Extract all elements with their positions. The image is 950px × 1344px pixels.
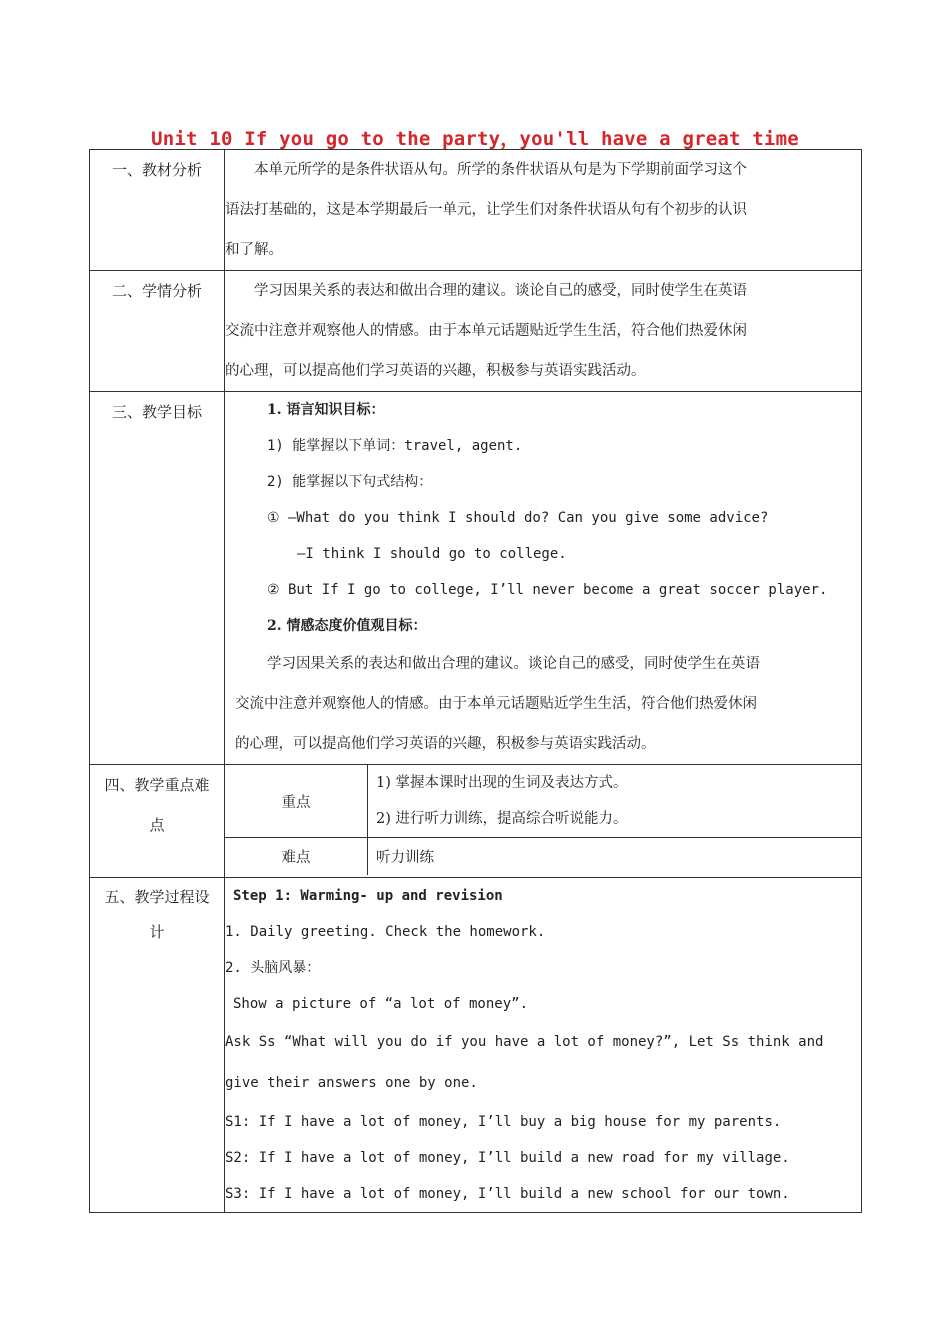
- process-line: 2. 头脑风暴：: [225, 960, 321, 976]
- section-row-textbook-analysis: [90, 150, 862, 271]
- section-heading-line: 点: [149, 816, 165, 834]
- section-body: [225, 150, 862, 271]
- paragraph-line: 本单元所学的是条件状语从句。所学的条件状语从句是为下学期前面学习这个: [254, 162, 747, 178]
- paragraph-line: 的心理，可以提高他们学习英语的兴趣，积极参与英语实践活动。: [225, 363, 646, 379]
- difficulty-label: 难点: [225, 838, 368, 876]
- goal-item: ② But If I go to college, I’ll never become a great soccer player.: [267, 582, 828, 598]
- section-heading: [90, 878, 225, 1213]
- paragraph-line: 交流中注意并观察他人的情感。由于本单元话题贴近学生生活，符合他们热爱休闲: [225, 323, 747, 339]
- key-label: 重点: [225, 765, 368, 838]
- section-heading-line: 计: [149, 923, 165, 941]
- section-row-key-points: [90, 765, 862, 878]
- section-body: [225, 878, 862, 1213]
- section-heading: 三、教学目标: [90, 392, 225, 765]
- section-row-student-analysis: [90, 271, 862, 392]
- difficulty-value: 听力训练: [368, 838, 862, 876]
- section-row-teaching-goals: [90, 392, 862, 765]
- process-line: Show a picture of “a lot of money”.: [233, 996, 529, 1012]
- step-heading: Step 1: Warming- up and revision: [233, 888, 503, 904]
- process-line: 1. Daily greeting. Check the homework.: [225, 924, 546, 940]
- paragraph-line: 的心理，可以提高他们学习英语的兴趣，积极参与英语实践活动。: [235, 736, 656, 752]
- section-body: [225, 271, 862, 392]
- section-body: [225, 765, 862, 878]
- key-item: 2) 进行听力训练，提高综合听说能力。: [376, 811, 628, 827]
- process-line: S2: If I have a lot of money, I’ll build a new road for my village.: [225, 1150, 790, 1166]
- process-line: S1: If I have a lot of money, I’ll buy a big house for my parents.: [225, 1114, 782, 1130]
- paragraph-line: 和了解。: [225, 242, 283, 258]
- process-line: S3: If I have a lot of money, I’ll build a new school for our town.: [225, 1186, 790, 1202]
- goal-item: ① —What do you think I should do? Can you give some advice?: [267, 510, 769, 526]
- section-body: [225, 392, 862, 765]
- lesson-plan-table: [89, 149, 862, 1213]
- section-heading: 一、教材分析: [90, 150, 225, 271]
- paragraph-line: 交流中注意并观察他人的情感。由于本单元话题贴近学生生活，符合他们热爱休闲: [235, 696, 757, 712]
- goal-heading: 2. 情感态度价值观目标：: [267, 618, 427, 634]
- key-item: 1) 掌握本课时出现的生词及表达方式。: [376, 775, 628, 791]
- section-heading-line: 四、教学重点难: [104, 776, 210, 794]
- section-heading: [90, 765, 225, 878]
- section-row-teaching-process: [90, 878, 862, 1213]
- goal-item: 1) 能掌握以下单词：travel, agent.: [267, 438, 523, 454]
- key-points-table: [225, 765, 861, 875]
- process-line: Ask Ss “What will you do if you have a lot of money?”, Let Ss think and: [225, 1034, 824, 1050]
- paragraph-line: 学习因果关系的表达和做出合理的建议。谈论自己的感受，同时使学生在英语: [267, 656, 760, 672]
- goal-item: 2) 能掌握以下句式结构：: [267, 474, 433, 490]
- section-heading: 二、学情分析: [90, 271, 225, 392]
- paragraph-line: 学习因果关系的表达和做出合理的建议。谈论自己的感受，同时使学生在英语: [254, 283, 747, 299]
- page-title: Unit 10 If you go to the party，you'll have a great time: [151, 128, 799, 150]
- goal-item: —I think I should go to college.: [297, 546, 567, 562]
- goal-heading: 1. 语言知识目标：: [267, 402, 385, 418]
- paragraph-line: 语法打基础的，这是本学期最后一单元，让学生们对条件状语从句有个初步的认识: [225, 202, 747, 218]
- section-heading-line: 五、教学过程设: [104, 888, 210, 906]
- key-items: [368, 765, 862, 838]
- process-line: give their answers one by one.: [225, 1075, 478, 1091]
